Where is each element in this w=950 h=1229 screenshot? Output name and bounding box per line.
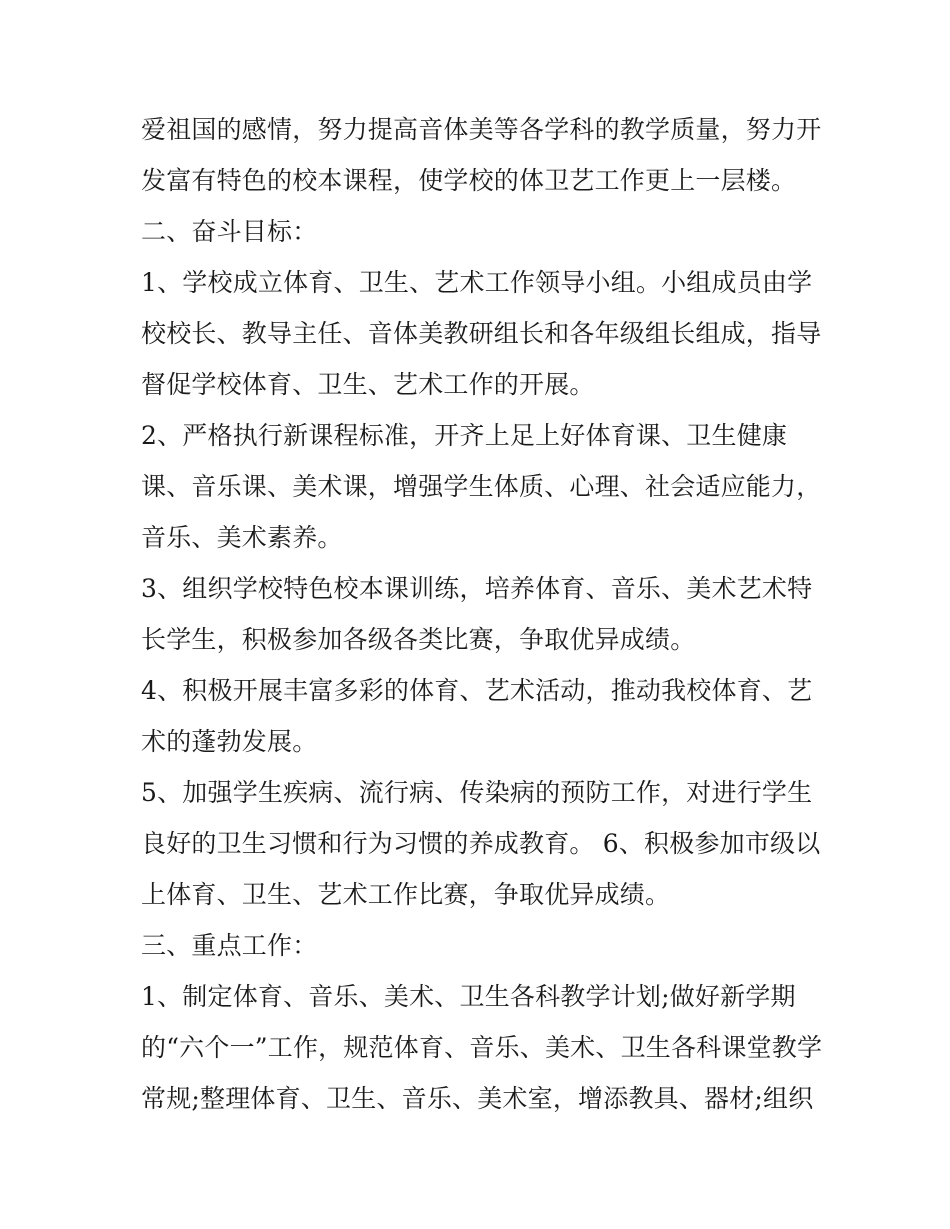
section-heading-goals: 二、奋斗目标： bbox=[141, 217, 318, 246]
section-heading-key-work: 三、重点工作： bbox=[141, 931, 318, 960]
text-line-6: 督促学校体育、卫生、艺术工作的开展。 bbox=[141, 370, 595, 399]
text-line-5: 校校长、教导主任、音体美教研组长和各年级组长组成，指导 bbox=[141, 319, 822, 348]
text-line-9: 音乐、美术素养。 bbox=[141, 523, 343, 552]
text-line-1: 爱祖国的感情，努力提高音体美等各学科的教学质量，努力开 bbox=[141, 115, 822, 144]
text-line-19: 的“六个一”工作，规范体育、音乐、美术、卫生各科课堂教学 bbox=[141, 1033, 823, 1062]
text-line-18: 1、制定体育、音乐、美术、卫生各科教学计划;做好新学期 bbox=[141, 982, 796, 1011]
text-line-13: 术的蓬勃发展。 bbox=[141, 727, 318, 756]
text-line-8: 课、音乐课、美术课，增强学生体质、心理、社会适应能力， bbox=[141, 472, 822, 501]
text-line-2: 发富有特色的校本课程，使学校的体卫艺工作更上一层楼。 bbox=[141, 166, 797, 195]
text-line-11: 长学生，积极参加各级各类比赛，争取优异成绩。 bbox=[141, 625, 696, 654]
text-line-12: 4、积极开展丰富多彩的体育、艺术活动，推动我校体育、艺 bbox=[141, 676, 813, 705]
text-line-15: 良好的卫生习惯和行为习惯的养成教育。 6、积极参加市级以 bbox=[141, 829, 821, 858]
text-line-4: 1、学校成立体育、卫生、艺术工作领导小组。小组成员由学 bbox=[141, 268, 813, 297]
text-line-14: 5、加强学生疾病、流行病、传染病的预防工作，对进行学生 bbox=[141, 778, 813, 807]
text-line-7: 2、严格执行新课程标准，开齐上足上好体育课、卫生健康 bbox=[141, 421, 788, 450]
text-line-10: 3、组织学校特色校本课训练，培养体育、音乐、美术艺术特 bbox=[141, 574, 813, 603]
text-line-16: 上体育、卫生、艺术工作比赛，争取优异成绩。 bbox=[141, 880, 671, 909]
text-line-20: 常规;整理体育、卫生、音乐、美术室，增添教具、器材;组织 bbox=[141, 1084, 814, 1113]
